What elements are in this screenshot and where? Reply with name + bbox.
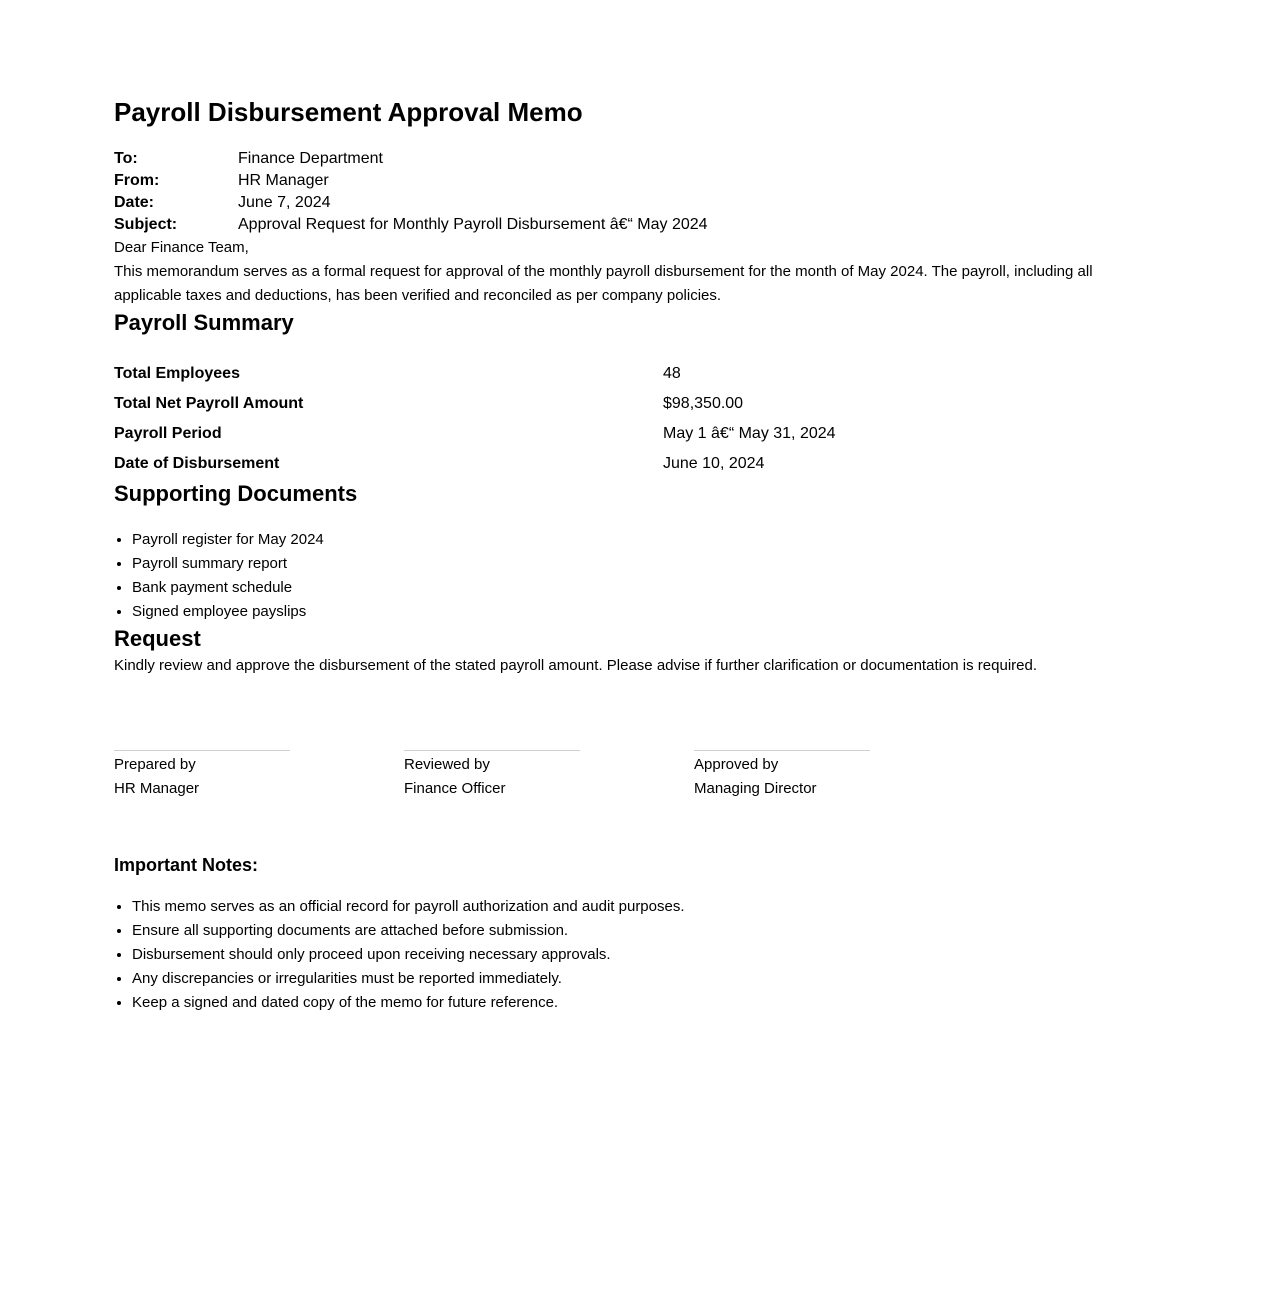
summary-label: Date of Disbursement xyxy=(114,455,280,472)
header-label: Date: xyxy=(114,194,155,211)
summary-value: May 1 â€“ May 31, 2024 xyxy=(663,425,836,442)
header-label: To: xyxy=(114,150,138,167)
summary-value: $98,350.00 xyxy=(663,395,744,412)
list-item: • Signed employee payslips xyxy=(132,600,1164,624)
summary-value: June 10, 2024 xyxy=(663,455,765,472)
memo-title: Payroll Disbursement Approval Memo xyxy=(114,97,583,127)
signature-name: Managing Director xyxy=(694,780,817,797)
signature-name: Finance Officer xyxy=(404,780,506,797)
signature-role: Prepared by xyxy=(114,756,196,773)
header-row-to xyxy=(114,148,708,170)
signature-name: HR Manager xyxy=(114,780,200,797)
payroll-summary-heading: Payroll Summary xyxy=(114,310,294,335)
intro-paragraph: This memorandum serves as a formal request for approval of the monthly payroll disbursement for the month of May 2024. The payroll, including all applicable taxes and deductions, has been verified and reconciled as per company policies. xyxy=(114,263,1093,304)
important-notes-heading: Important Notes: xyxy=(114,855,258,875)
signature-role: Reviewed by xyxy=(404,756,490,773)
header-row-date xyxy=(114,192,708,214)
important-notes-list xyxy=(114,895,1164,1015)
list-item: • Disbursement should only proceed upon receiving necessary approvals. xyxy=(132,943,1164,967)
list-item: • Keep a signed and dated copy of the memo for future reference. xyxy=(132,991,1164,1015)
signature-prepared xyxy=(114,750,290,801)
summary-row xyxy=(114,389,874,419)
summary-label: Total Employees xyxy=(114,365,240,382)
header-row-from xyxy=(114,170,708,192)
header-value: Finance Department xyxy=(238,150,383,167)
list-item: • This memo serves as an official record for payroll authorization and audit purposes. xyxy=(132,895,1164,919)
request-text: Kindly review and approve the disbursement of the stated payroll amount. Please advise if further clarification or documentation is required. xyxy=(114,657,1037,674)
greeting: Dear Finance Team, xyxy=(114,239,249,256)
header-value: HR Manager xyxy=(238,172,329,189)
list-item: • Bank payment schedule xyxy=(132,576,1164,600)
signature-reviewed xyxy=(404,750,580,801)
summary-value: 48 xyxy=(663,365,681,382)
supporting-documents-heading: Supporting Documents xyxy=(114,481,358,506)
header-value: June 7, 2024 xyxy=(238,194,331,211)
summary-row xyxy=(114,419,874,449)
header-label: From: xyxy=(114,172,160,189)
payroll-summary-table xyxy=(114,359,874,479)
list-item: • Any discrepancies or irregularities must be reported immediately. xyxy=(132,967,1164,991)
header-label: Subject: xyxy=(114,216,178,233)
list-item: • Payroll summary report xyxy=(132,552,1164,576)
list-item: • Payroll register for May 2024 xyxy=(132,528,1164,552)
list-item: • Ensure all supporting documents are attached before submission. xyxy=(132,919,1164,943)
summary-row xyxy=(114,449,874,479)
signature-approved xyxy=(694,750,870,801)
memo-header xyxy=(114,148,708,236)
request-heading: Request xyxy=(114,626,201,651)
summary-label: Total Net Payroll Amount xyxy=(114,395,304,412)
summary-row xyxy=(114,359,874,389)
header-value: Approval Request for Monthly Payroll Disbursement â€“ May 2024 xyxy=(238,216,708,233)
supporting-documents-list xyxy=(114,528,1164,624)
summary-label: Payroll Period xyxy=(114,425,222,442)
signature-block xyxy=(114,750,1164,801)
signature-role: Approved by xyxy=(694,756,779,773)
header-row-subject xyxy=(114,214,708,236)
